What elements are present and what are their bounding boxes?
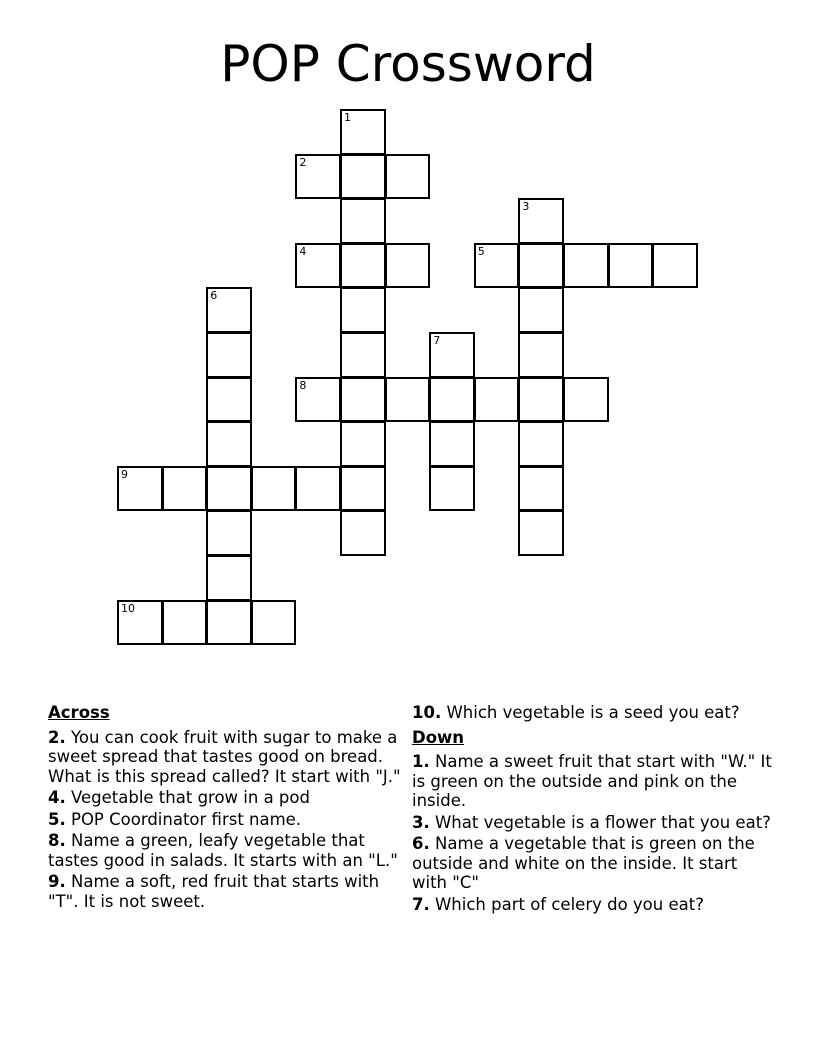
- grid-cell[interactable]: [295, 466, 341, 512]
- clue-text: POP Coordinator first name.: [65, 809, 302, 829]
- clue-number: 9.: [48, 872, 66, 891]
- grid-cell[interactable]: [518, 198, 564, 244]
- clue-text: Name a green, leafy vegetable that tastes good in salads. It starts with an "L.": [48, 831, 398, 870]
- clue-text: Vegetable that grow in a pod: [65, 788, 310, 807]
- grid-cell[interactable]: [295, 377, 341, 423]
- clue-text: Name a vegetable that is green on the outside and white on the inside. It start with "C": [412, 834, 755, 892]
- clue-number-label: 7: [433, 334, 441, 347]
- clue-text: Which vegetable is a seed you eat?: [441, 703, 740, 722]
- clue-number: 7.: [412, 894, 430, 914]
- grid-cell[interactable]: [385, 243, 431, 289]
- grid-cell[interactable]: [162, 600, 208, 646]
- clue-across-2: [48, 728, 408, 787]
- grid-cell[interactable]: [340, 332, 386, 378]
- clues-left-column: [48, 703, 408, 913]
- clue-text: You can cook fruit with sugar to make a sweet spread that tastes good on bread. What is this spread called? It start with "J.": [48, 727, 401, 786]
- clue-down-3: [412, 813, 772, 833]
- grid-cell[interactable]: [474, 243, 520, 289]
- clue-across-10: [412, 703, 772, 723]
- grid-cell[interactable]: [340, 287, 386, 333]
- page-title: POP Crossword: [220, 35, 596, 93]
- clue-number: 4.: [48, 788, 66, 807]
- grid-cell[interactable]: [340, 421, 386, 467]
- grid-cell[interactable]: [340, 377, 386, 423]
- clue-down-7: [412, 895, 772, 915]
- clue-across-5: [48, 810, 408, 830]
- grid-cell[interactable]: [340, 243, 386, 289]
- clue-number-label: 8: [299, 378, 307, 392]
- grid-cell[interactable]: [518, 332, 564, 378]
- grid-cell[interactable]: [162, 466, 208, 512]
- grid-cell[interactable]: [385, 377, 431, 423]
- clue-number: 1.: [412, 752, 430, 771]
- grid-cell[interactable]: [429, 421, 475, 467]
- grid-cell[interactable]: [652, 243, 698, 289]
- grid-cell[interactable]: [340, 154, 386, 200]
- grid-cell[interactable]: [295, 243, 341, 289]
- clue-number-label: 4: [299, 244, 307, 258]
- clue-number: 5.: [48, 809, 66, 829]
- clue-number: 3.: [412, 812, 430, 832]
- grid-cell[interactable]: [518, 287, 564, 333]
- grid-cell[interactable]: [206, 332, 252, 378]
- clue-number: 8.: [48, 831, 66, 850]
- grid-cell[interactable]: [206, 421, 252, 467]
- clue-number-label: 10: [121, 601, 135, 615]
- grid-cell[interactable]: [295, 154, 341, 200]
- grid-cell[interactable]: [429, 332, 475, 378]
- grid-cell[interactable]: [608, 243, 654, 289]
- grid-cell[interactable]: [429, 377, 475, 423]
- grid-cell[interactable]: [474, 377, 520, 423]
- clue-text: Name a soft, red fruit that starts with "T". It is not sweet.: [48, 872, 380, 911]
- grid-cell[interactable]: [518, 377, 564, 423]
- across-heading: Across: [48, 703, 110, 722]
- clue-number-label: 3: [522, 200, 530, 214]
- grid-cell[interactable]: [518, 243, 564, 289]
- grid-cell[interactable]: [518, 466, 564, 512]
- grid-cell[interactable]: [206, 510, 252, 556]
- clue-number-label: 6: [210, 289, 218, 303]
- grid-cell[interactable]: [518, 510, 564, 556]
- clue-number: 10.: [412, 703, 442, 722]
- grid-cell[interactable]: [340, 109, 386, 155]
- clue-number-label: 5: [477, 244, 485, 258]
- grid-cell[interactable]: [206, 466, 252, 512]
- grid-cell[interactable]: [117, 466, 163, 512]
- grid-cell[interactable]: [385, 154, 431, 200]
- grid-cell[interactable]: [206, 287, 252, 333]
- clue-across-4: [48, 788, 408, 808]
- grid-cell[interactable]: [251, 600, 297, 646]
- clue-across-8: [48, 831, 408, 870]
- clue-number: 2.: [48, 727, 66, 747]
- clue-down-1: [412, 752, 772, 811]
- clue-across-9: [48, 872, 408, 911]
- clue-number: 6.: [412, 834, 430, 853]
- grid-cell[interactable]: [206, 555, 252, 601]
- grid-cell[interactable]: [563, 377, 609, 423]
- clue-text: Name a sweet fruit that start with "W." It is green on the outside and pink on the inside.: [412, 752, 772, 810]
- grid-cell[interactable]: [340, 466, 386, 512]
- clue-number-label: 1: [344, 111, 351, 124]
- grid-cell[interactable]: [206, 377, 252, 423]
- grid-cell[interactable]: [340, 510, 386, 556]
- clues-right-column: [412, 703, 772, 916]
- grid-cell[interactable]: [206, 600, 252, 646]
- grid-cell[interactable]: [251, 466, 297, 512]
- clue-text: Which part of celery do you eat?: [429, 894, 704, 914]
- clue-down-6: [412, 834, 772, 893]
- grid-cell[interactable]: [429, 466, 475, 512]
- down-heading: Down: [412, 727, 465, 747]
- grid-cell[interactable]: [117, 600, 163, 646]
- clue-text: What vegetable is a flower that you eat?: [429, 812, 771, 832]
- grid-cell[interactable]: [518, 421, 564, 467]
- clue-number-label: 2: [299, 155, 307, 169]
- clue-number-label: 9: [121, 467, 128, 481]
- grid-cell[interactable]: [563, 243, 609, 289]
- grid-cell[interactable]: [340, 198, 386, 244]
